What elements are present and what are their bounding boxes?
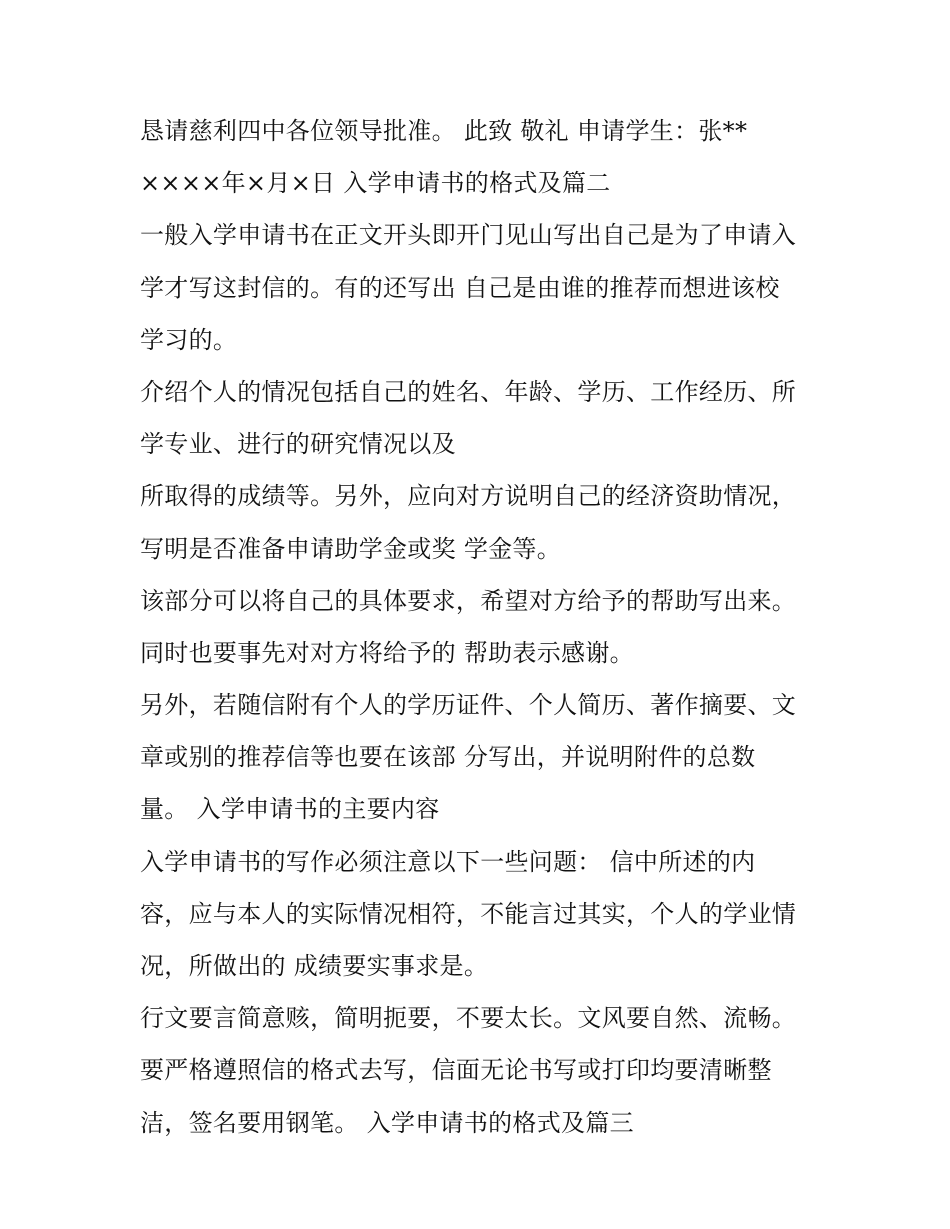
- text-line: 写明是否准备申请助学金或奖 学金等。: [140, 534, 562, 563]
- text-line: 学习的。: [140, 325, 238, 354]
- text-line: 另外，若随信附有个人的学历证件、个人简历、著作摘要、文: [140, 691, 797, 720]
- text-line: 学专业、进行的研究情况以及: [140, 430, 456, 459]
- text-line: 入学申请书的写作必须注意以下一些问题： 信中所述的内: [140, 847, 756, 876]
- text-line: 章或别的推荐信等也要在该部 分写出，并说明附件的总数: [140, 743, 756, 772]
- text-line: 况，所做出的 成绩要实事求是。: [140, 952, 489, 980]
- text-line: 行文要言简意赅，简明扼要，不要太长。文风要自然、流畅。: [140, 1004, 797, 1033]
- text-line: 量。 入学申请书的主要内容: [140, 795, 440, 824]
- text-line: ××××年×月×日 入学申请书的格式及篇二: [140, 169, 611, 198]
- document-body: [140, 111, 820, 1155]
- text-line: 同时也要事先对对方将给予的 帮助表示感谢。: [140, 638, 634, 667]
- text-line: 学才写这封信的。有的还写出 自己是由谁的推荐而想进该校: [140, 273, 780, 302]
- text-line: 该部分可以将自己的具体要求，希望对方给予的帮助写出来。: [140, 586, 797, 615]
- text-line: 洁，签名要用钢笔。 入学申请书的格式及篇三: [140, 1108, 634, 1137]
- text-line: 恳请慈利四中各位领导批准。 此致 敬礼 申请学生：张**: [140, 117, 748, 145]
- text-line: 一般入学申请书在正文开头即开门见山写出自己是为了申请入: [140, 221, 797, 250]
- text-line: 容，应与本人的实际情况相符，不能言过其实，个人的学业情: [140, 899, 797, 928]
- text-line: 所取得的成绩等。另外，应向对方说明自己的经济资助情况，: [140, 482, 797, 511]
- text-line: 要严格遵照信的格式去写，信面无论书写或打印均要清晰整: [140, 1056, 772, 1085]
- text-line: 介绍个人的情况包括自己的姓名、年龄、学历、工作经历、所: [140, 377, 797, 406]
